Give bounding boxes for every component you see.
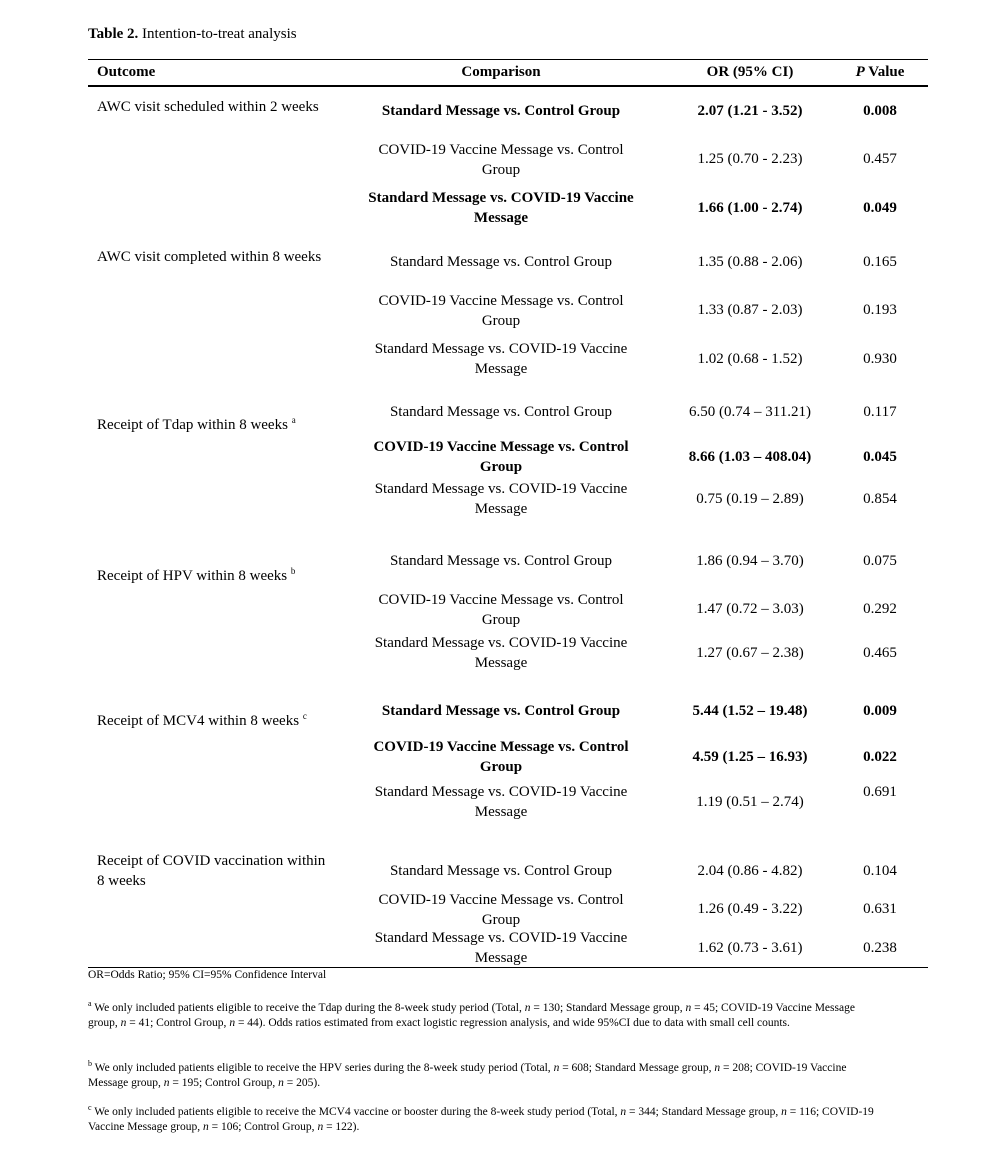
p-value-cell: 0.022: [863, 749, 897, 765]
footnote-text: = 106; Control Group,: [208, 1121, 318, 1134]
or-cell: 1.35 (0.88 - 2.06): [697, 254, 803, 270]
footnote-text: = 130; Standard Message group,: [530, 1001, 686, 1014]
p-value-cell: 0.165: [863, 254, 897, 270]
outcome-label: [97, 248, 327, 268]
outcome-text: AWC visit scheduled within 2 weeks: [97, 99, 319, 115]
footnote-marker: a: [291, 415, 296, 425]
outcome-text: Receipt of Tdap within 8 weeks: [97, 417, 288, 433]
footnote-text: = 208; COVID-19 Vaccine Message group,: [88, 1061, 847, 1090]
comparison-cell: COVID-19 Vaccine Message vs. Control Group: [373, 439, 629, 475]
or-cell: 2.04 (0.86 - 4.82): [697, 863, 803, 879]
footnote-n: n: [553, 1061, 560, 1074]
table-top-rule: [88, 59, 928, 60]
header-p-italic: P: [855, 64, 865, 80]
outcome-label: [97, 416, 327, 436]
abbreviations-note: OR=Odds Ratio; 95% CI=95% Confidence Interval: [88, 969, 327, 981]
outcome-label: [97, 98, 327, 118]
comparison-cell: Standard Message vs. Control Group: [389, 553, 613, 569]
or-cell: 8.66 (1.03 – 408.04): [688, 449, 812, 465]
comparison-cell: COVID-19 Vaccine Message vs. Control Group: [378, 293, 624, 329]
p-value-cell: 0.193: [863, 302, 897, 318]
or-cell: 1.33 (0.87 - 2.03): [697, 302, 803, 318]
outcome-text: Receipt of MCV4 within 8 weeks: [97, 713, 300, 729]
footnote-c: [88, 1100, 878, 1136]
or-cell: 2.07 (1.21 - 3.52): [697, 103, 803, 119]
or-cell: 1.19 (0.51 – 2.74): [696, 794, 804, 810]
footnote-marker: c: [302, 711, 307, 721]
comparison-cell: Standard Message vs. COVID-19 Vaccine Message: [374, 341, 628, 377]
footnote-text: = 45; COVID-19 Vaccine Message group,: [88, 1001, 855, 1030]
footnote-text: We only included patients eligible to receive the HPV series during the 8-week study period (Total,: [92, 1061, 554, 1074]
p-value-cell: 0.008: [863, 103, 897, 119]
p-value-cell: 0.049: [863, 200, 897, 216]
outcome-text: AWC visit completed within 8 weeks: [97, 249, 322, 265]
comparison-cell: Standard Message vs. Control Group: [389, 254, 613, 270]
comparison-cell: COVID-19 Vaccine Message vs. Control Group: [373, 739, 629, 775]
comparison-cell: Standard Message vs. COVID-19 Vaccine Message: [374, 784, 628, 820]
footnote-n: n: [685, 1001, 692, 1014]
footnote-n: n: [120, 1017, 127, 1030]
footnote-n: n: [202, 1121, 209, 1134]
p-value-cell: 0.691: [863, 784, 897, 800]
header-outcome: Outcome: [97, 64, 156, 80]
p-value-cell: 0.009: [863, 703, 897, 719]
comparison-cell: Standard Message vs. COVID-19 Vaccine Message: [374, 930, 628, 966]
or-cell: 1.26 (0.49 - 3.22): [697, 901, 803, 917]
p-value-cell: 0.075: [863, 553, 897, 569]
comparison-cell: Standard Message vs. Control Group: [389, 863, 613, 879]
comparison-cell: COVID-19 Vaccine Message vs. Control Group: [378, 592, 624, 628]
or-cell: 1.27 (0.67 – 2.38): [696, 645, 804, 661]
footnote-text: = 205).: [283, 1077, 321, 1090]
or-cell: 1.47 (0.72 – 3.03): [696, 601, 804, 617]
outcome-label: [97, 567, 327, 587]
footnote-marker: a: [88, 999, 92, 1008]
or-cell: 1.25 (0.70 - 2.23): [697, 151, 803, 167]
or-cell: 1.62 (0.73 - 3.61): [697, 940, 803, 956]
p-value-cell: 0.465: [863, 645, 897, 661]
p-value-cell: 0.045: [863, 449, 897, 465]
p-value-cell: 0.292: [863, 601, 897, 617]
footnote-text: We only included patients eligible to receive the MCV4 vaccine or booster during the 8-week study period (Total,: [91, 1105, 621, 1118]
footnote-marker: b: [88, 1059, 92, 1068]
footnote-text: = 44). Odds ratios estimated from exact logistic regression analysis, and wide 95%CI due to data with small cell counts.: [235, 1017, 790, 1030]
table-header-rule: [88, 85, 928, 87]
header-p-rest: Value: [864, 64, 905, 80]
footnote-b: [88, 1056, 878, 1092]
table-caption-label: Table 2.: [88, 26, 139, 42]
comparison-cell: Standard Message vs. COVID-19 Vaccine Message: [374, 481, 628, 517]
footnote-text: We only included patients eligible to receive the Tdap during the 8-week study period (Total,: [91, 1001, 525, 1014]
comparison-cell: Standard Message vs. Control Group: [381, 103, 621, 119]
p-value-cell: 0.238: [863, 940, 897, 956]
outcome-text: Receipt of HPV within 8 weeks: [97, 568, 288, 584]
or-cell: 5.44 (1.52 – 19.48): [692, 703, 808, 719]
outcome-label: [97, 852, 327, 891]
p-value-cell: 0.854: [863, 491, 897, 507]
p-value-cell: 0.117: [863, 404, 897, 420]
or-cell: 0.75 (0.19 – 2.89): [696, 491, 804, 507]
footnote-n: n: [524, 1001, 531, 1014]
footnote-n: n: [229, 1017, 236, 1030]
footnote-n: n: [278, 1077, 284, 1090]
header-or: OR (95% CI): [706, 64, 794, 80]
header-p-value: [830, 64, 930, 81]
table-caption-text: Intention-to-treat analysis: [138, 26, 297, 42]
p-value-cell: 0.104: [863, 863, 897, 879]
footnote-n: n: [714, 1061, 721, 1074]
footnote-text: = 122).: [323, 1121, 360, 1134]
footnote-a: [88, 996, 878, 1032]
footnote-marker: b: [290, 566, 296, 576]
comparison-cell: Standard Message vs. COVID-19 Vaccine Message: [368, 190, 634, 226]
footnote-n: n: [163, 1077, 170, 1090]
comparison-cell: COVID-19 Vaccine Message vs. Control Group: [378, 142, 624, 178]
footnote-text: = 116; COVID-19 Vaccine Message group,: [88, 1105, 874, 1134]
or-cell: 6.50 (0.74 – 311.21): [689, 404, 811, 420]
footnote-text: = 344; Standard Message group,: [626, 1105, 782, 1118]
footnote-text: = 41; Control Group,: [126, 1017, 230, 1030]
footnote-n: n: [781, 1105, 787, 1118]
footnote-text: = 195; Control Group,: [169, 1077, 279, 1090]
header-comparison: Comparison: [461, 64, 541, 80]
footnote-marker: c: [88, 1103, 92, 1112]
footnote-n: n: [317, 1121, 324, 1134]
outcome-label: [97, 712, 327, 732]
p-value-cell: 0.930: [863, 351, 897, 367]
comparison-cell: Standard Message vs. Control Group: [389, 404, 613, 420]
comparison-cell: Standard Message vs. COVID-19 Vaccine Message: [374, 635, 628, 671]
footnote-text: = 608; Standard Message group,: [559, 1061, 715, 1074]
table-caption: [88, 26, 297, 43]
or-cell: 4.59 (1.25 – 16.93): [692, 749, 808, 765]
or-cell: 1.02 (0.68 - 1.52): [697, 351, 803, 367]
outcome-text: Receipt of COVID vaccination within 8 weeks: [97, 853, 326, 889]
comparison-cell: COVID-19 Vaccine Message vs. Control Group: [378, 892, 624, 928]
comparison-cell: Standard Message vs. Control Group: [381, 703, 621, 719]
p-value-cell: 0.457: [863, 151, 897, 167]
or-cell: 1.66 (1.00 - 2.74): [697, 200, 803, 216]
or-cell: 1.86 (0.94 – 3.70): [696, 553, 804, 569]
p-value-cell: 0.631: [863, 901, 897, 917]
footnote-n: n: [620, 1105, 627, 1118]
